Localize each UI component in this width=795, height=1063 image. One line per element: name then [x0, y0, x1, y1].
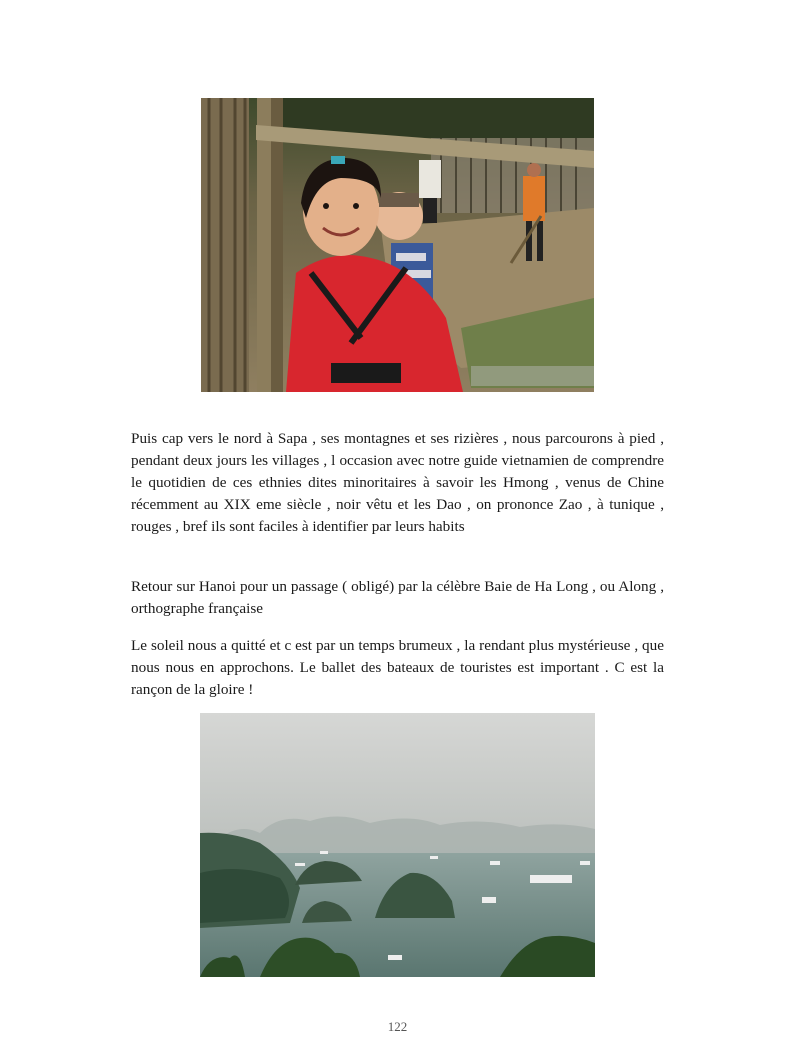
photo-halong-bay	[200, 713, 595, 977]
photo-children-sapa	[201, 98, 594, 392]
paragraph-fog: Le soleil nous a quitté et c est par un temps brumeux , la rendant plus mystérieuse , que nous nous en approchons. Le ballet des bateaux de touristes est important . C est la rançon de la gloire !	[131, 637, 664, 698]
paragraph-hanoi: Retour sur Hanoi pour un passage ( obligé) par la célèbre Baie de Ha Long , ou Along , orthographe française	[131, 578, 664, 617]
paragraph-sapa: Puis cap vers le nord à Sapa , ses montagnes et ses rizières , nous parcourons à pied , pendant deux jours les villages , l occasion avec notre guide vietnamien de comprendre le quotidien de ces ethnies dites minoritaires à savoir les Hmong , venus de Chine récemment au XIX eme siècle , noir vêtu et les Dao , on prononce Zao , à tunique , rouges , bref ils sont faciles à identifier par leurs habits	[131, 430, 664, 535]
page-number: 122	[387, 1019, 408, 1034]
text-paragraph-3	[131, 635, 664, 712]
text-paragraph-1	[131, 428, 664, 549]
text-paragraph-2	[131, 576, 664, 631]
